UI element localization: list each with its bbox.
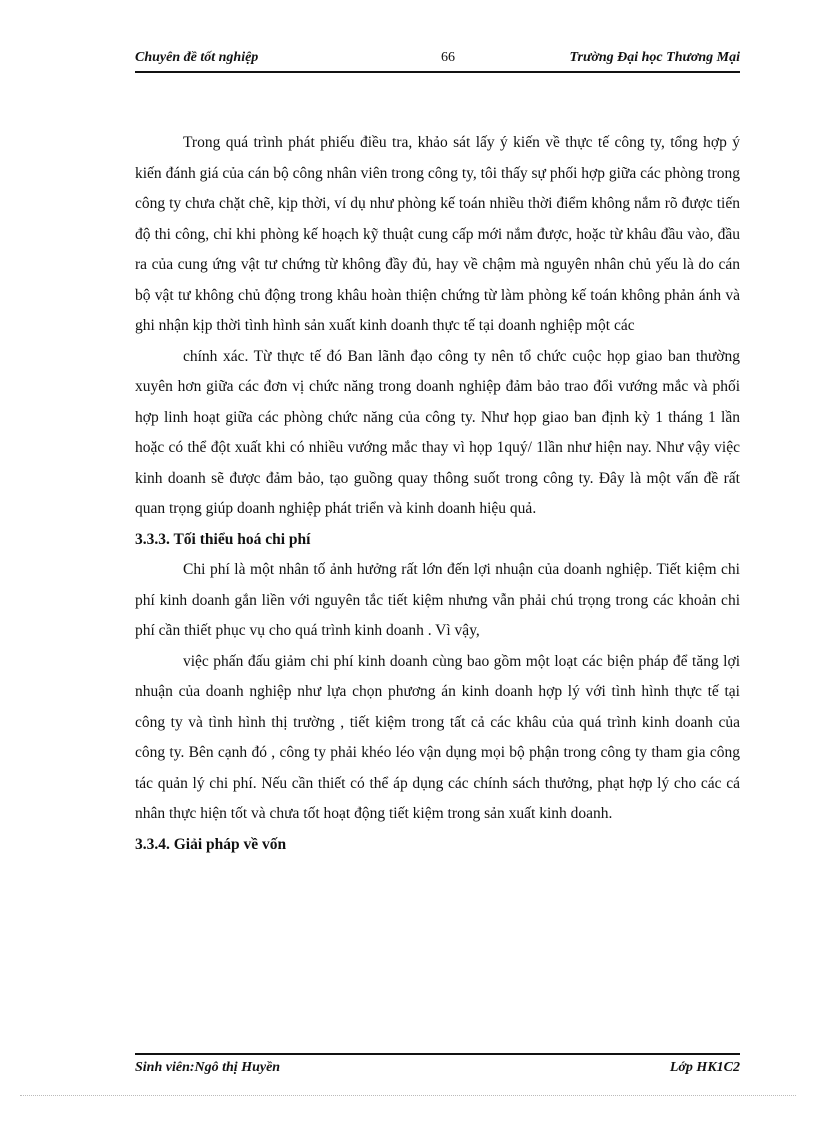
footer-class: Lớp HK1C2 bbox=[669, 1060, 740, 1075]
header-university: Trường Đại học Thương Mại bbox=[569, 50, 740, 65]
section-heading: 3.3.4. Giải pháp về vốn bbox=[135, 835, 287, 853]
paragraph: Chi phí là một nhân tố ảnh hưởng rất lớn đến lợi nhuận của doanh nghiệp. Tiết kiệm chi phí kinh doanh gắn liền với nguyên tắc tiết kiệm nhưng vẫn phải chú trọng trong các khoản chi phí cần thiết phục vụ cho quá trình kinh doanh . Vì vậy, bbox=[135, 561, 740, 639]
paragraph: chính xác. Từ thực tế đó Ban lãnh đạo công ty nên tổ chức cuộc họp giao ban thường xuyên hơn giữa các đơn vị chức năng trong doanh nghiệp đảm bảo trao đổi vướng mắc và phối hợp linh hoạt giữa các phòng chức năng của công ty. Như họp giao ban định kỳ 1 tháng 1 lần hoặc có thể đột xuất khi có nhiều vướng mắc thay vì họp 1quý/ 1lần như hiện nay. Như vậy việc kinh doanh sẽ được đảm bảo, tạo guồng quay thông suốt trong công ty. Đây là một vấn đề rất quan trọng giúp doanh nghiệp phát triển và kinh doanh hiệu quả. bbox=[135, 347, 740, 517]
page-content bbox=[135, 128, 740, 860]
header-document-type: Chuyên đề tốt nghiệp bbox=[135, 50, 259, 65]
page-edge-divider bbox=[20, 1095, 796, 1096]
footer-student-name: Sinh viên:Ngô thị Huyền bbox=[135, 1060, 281, 1075]
paragraph: việc phấn đấu giảm chi phí kinh doanh cùng bao gồm một loạt các biện pháp để tăng lợi nhuận của doanh nghiệp như lựa chọn phương án kinh doanh hợp lý với tình hình thực tế tại công ty và tình hình thị trường , tiết kiệm trong tất cả các khâu của quá trình kinh doanh của công ty. Bên cạnh đó , công ty phải khéo léo vận dụng mọi bộ phận trong công ty tham gia công tác quản lý chi phí. Nếu cần thiết có thể áp dụng các chính sách thưởng, phạt hợp lý cho các cá nhân thực hiện tốt và chưa tốt hoạt động tiết kiệm trong sản xuất kinh doanh. bbox=[135, 652, 740, 822]
page-number: 66 bbox=[441, 50, 455, 65]
paragraph: Trong quá trình phát phiếu điều tra, khảo sát lấy ý kiến về thực tế công ty, tổng hợp ý kiến đánh giá của cán bộ công nhân viên trong công ty, tôi thấy sự phối hợp giữa các phòng trong công ty chưa chặt chẽ, kịp thời, ví dụ như phòng kế toán nhiều thời điểm không nắm rõ được tiến độ thi công, chỉ khi phòng kế hoạch kỹ thuật cung cấp mới nắm được, hoặc từ khâu đầu vào, đầu ra của cung ứng vật tư chứng từ không đầy đủ, hay về chậm mà nguyên nhân chủ yếu là do cán bộ vật tư không chủ động trong khâu hoàn thiện chứng từ làm phòng kế toán không phản ánh và ghi nhận kịp thời tình hình sản xuất kinh doanh thực tế tại doanh nghiệp một các bbox=[135, 134, 740, 334]
section-heading: 3.3.3. Tối thiểu hoá chi phí bbox=[135, 530, 311, 548]
page-header bbox=[135, 47, 740, 73]
page-footer bbox=[135, 1053, 740, 1081]
